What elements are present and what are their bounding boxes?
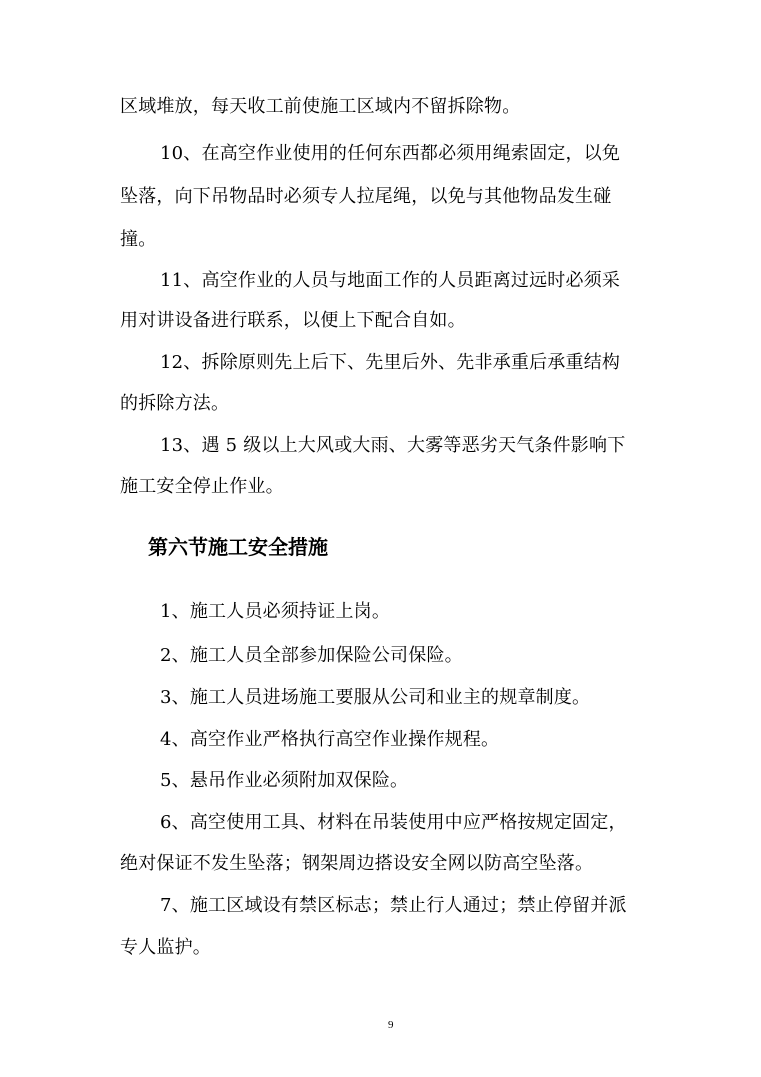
list-item: 1、施工人员必须持证上岗。	[160, 601, 391, 622]
list-item: 绝对保证不发生坠落；钢架周边搭设安全网以防高空坠落。	[120, 853, 594, 874]
list-item: 2、施工人员全部参加保险公司保险。	[160, 645, 463, 666]
list-item: 5、悬吊作业必须附加双保险。	[160, 770, 409, 791]
paragraph-line: 坠落，向下吊物品时必须专人拉尾绳，以免与其他物品发生碰	[120, 186, 612, 207]
section-heading: 第六节施工安全措施	[148, 535, 328, 559]
paragraph-line: 施工安全停止作业。	[120, 476, 284, 497]
list-item: 3、施工人员进场施工要服从公司和业主的规章制度。	[160, 687, 591, 708]
paragraph-line: 用对讲设备进行联系，以便上下配合自如。	[120, 310, 466, 331]
paragraph-line: 12、拆除原则先上后下、先里后外、先非承重后承重结构	[160, 352, 621, 373]
list-item: 7、施工区域设有禁区标志；禁止行人通过；禁止停留并派	[160, 895, 627, 916]
paragraph-line: 区域堆放，每天收工前使施工区域内不留拆除物。	[120, 96, 521, 117]
list-item: 专人监护。	[120, 937, 211, 958]
list-item: 6、高空使用工具、材料在吊装使用中应严格按规定固定，	[160, 812, 627, 833]
paragraph-line: 13、遇 5 级以上大风或大雨、大雾等恶劣天气条件影响下	[160, 435, 626, 456]
list-item: 4、高空作业严格执行高空作业操作规程。	[160, 729, 500, 750]
paragraph-line: 10、在高空作业使用的任何东西都必须用绳索固定，以免	[160, 143, 621, 164]
paragraph-line: 的拆除方法。	[120, 393, 230, 414]
page-number: 9	[388, 1019, 394, 1031]
paragraph-line: 撞。	[120, 229, 157, 250]
paragraph-line: 11、高空作业的人员与地面工作的人员距离过远时必须采	[160, 270, 621, 291]
